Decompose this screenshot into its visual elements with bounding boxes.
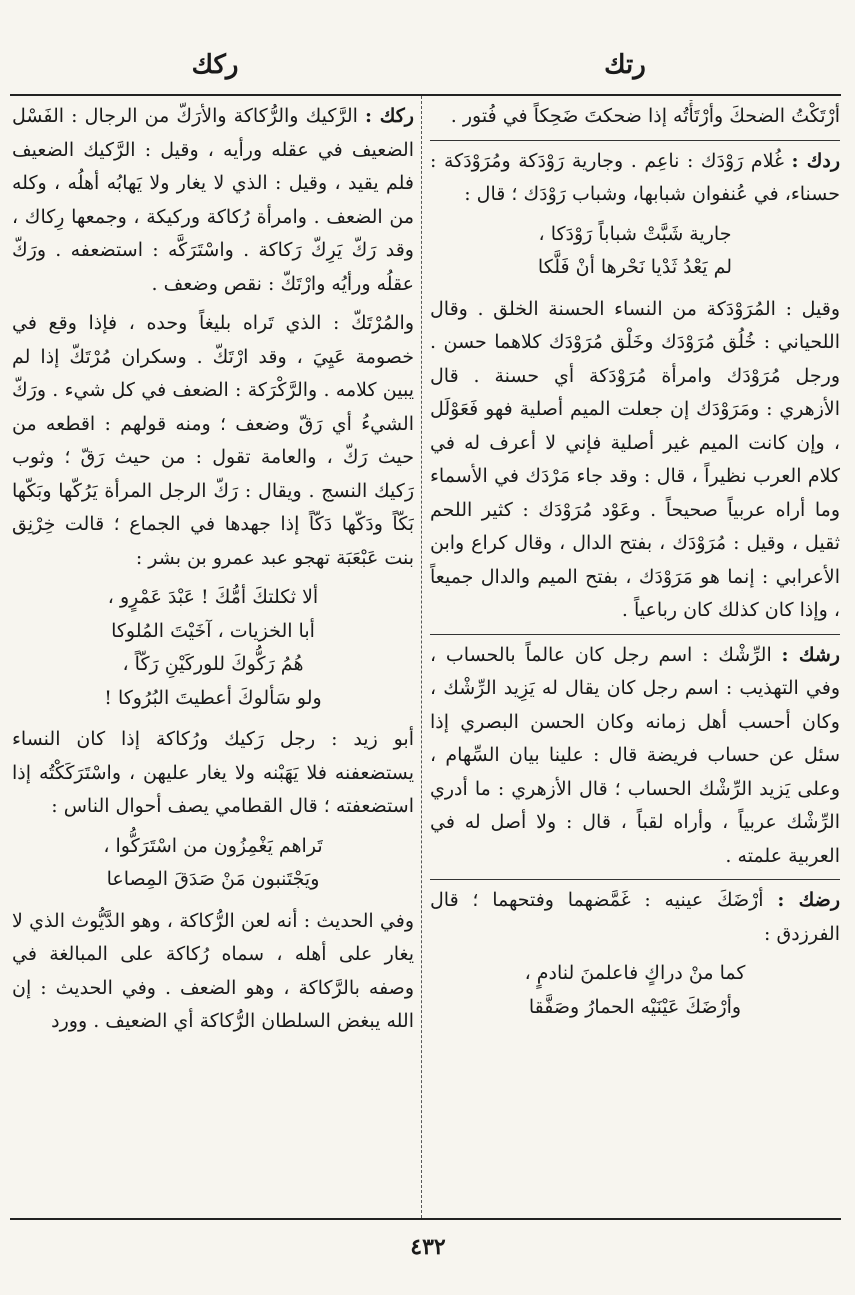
left-column	[12, 100, 414, 1212]
right-column	[430, 100, 840, 1212]
entry-text: غُلام رَوْدَك : ناعِم . وجارية رَوْدَكة ومُرَوْدَكة : حسناء، في عُنفوان شبابها، وشباب رَوْدَك ؛ قال :	[430, 149, 840, 205]
column-divider	[421, 96, 422, 1218]
entry-text: أبو زيد : رجل رَكيك ورُكاكة إذا كان النساء يستضعفنه فلا يَهَبْنه ولا يغار عليهن ، واسْتَرَكَكْتُه إذا استضعفته ؛ قال القطامي يصف أحوال الناس :	[12, 728, 414, 817]
verse-line: وأرْضَكَ عَيْنَيْه الحمارُ وصَفَّقا	[528, 995, 742, 1018]
entry-text: أرْتَكْتُ الضحكَ وأرْتَأْتُه إذا ضحكتَ ضَحِكاً في فُتور .	[450, 105, 840, 127]
poem-verse	[430, 218, 840, 285]
headword: رشك :	[781, 643, 840, 666]
entry-text: وفي الحديث : أنه لعن الرُّكاكة ، وهو الدَّيُّوث الذي لا يغار على أهله ، سماه رُكاكة على المبالغة في وصفه بالرَّكاكة ، وهو الضعف . وفي الحديث : إن الله يبغض السلطان الرُّكاكة أي الضعيف . وورد	[12, 909, 414, 1032]
verse-line: ويَجْتَنبون مَنْ صَدَقَ المِصاعا	[106, 868, 320, 890]
entry-paragraph	[430, 634, 840, 874]
entry-text: أرْضَكَ عينيه : غَمَّضهما وفتحهما ؛ قال الفرزدق :	[430, 889, 840, 945]
headword: ردك :	[791, 149, 840, 172]
poem-verse	[12, 830, 414, 897]
verse-line: كما منْ دراكٍ فاعلمنَ لنادمٍ ،	[524, 962, 746, 984]
verse-line: لم يَعْدُ ثَدْيا نَحْرها أنْ فَلَّكا	[537, 256, 733, 278]
paragraph	[430, 100, 840, 134]
entry-paragraph	[12, 100, 414, 301]
entry-text: والمُرْتَكّ : الذي تَراه بليغاً وحده ، فإذا وقع في خصومة عَيِيَ ، وقد ارْتَكّ . وسكران مُرْتَكّ إذا لم يبين كلامه . والرَّكْرَكة : الضعف في كل شيء . ورَكّ الشيءُ أي رَقّ وضعف ؛ ومنه قولهم : اقطعه من حيث رَكّ ، والعامة تقول : من حيث رَقّ ؛ وثوب رَكيك النسج . ويقال : رَكّ الرجل المرأة يَرُكّها وبَكّها بَكّاً ودَكّها دَكّاً إذا جهدها في الجماع ؛ قالت خِرْنِق بنت عَبْعَبَة تهجو عبد عمرو بن بشر :	[12, 312, 414, 569]
entry-text: وقيل : المُرَوْدَكة من النساء الحسنة الخلق . وقال اللحياني : خُلُق مُرَوْدَك وخَلْق مُرَوْدَك كلاهما حسن . ورجل مُرَوْدَك وامرأة مُرَوْدَكة أي حسنة . قال الأزهري : ومَرَوْدَك إن جعلت الميم أصلية فهو فَعَوْلَل ، وإن كانت الميم غير أصلية فإني لا أعرف له في كلام العرب نظيراً ، قال : وقد جاء مَرْدَك في الأسماء وما أراه عربياً صحيحاً . وعَوْد مُرَوْدَك : كثير اللحم ثقيل ، وقيل : مُرَوْدَك ، بفتح الدال ، وقال كراع وابن الأعرابي : إنما هو مَرَوْدَك ، بفتح الميم والدال جميعاً ، وإذا كان كذلك كان رباعياً .	[430, 297, 840, 621]
headword: رضك :	[777, 889, 840, 911]
bottom-rule	[10, 1218, 841, 1220]
entry-paragraph	[430, 140, 840, 212]
verse-line: جارية شَبَّتْ شباباً رَوْدَكا ،	[538, 222, 732, 245]
paragraph	[12, 723, 414, 824]
running-head-right: رتك	[604, 50, 646, 80]
verse-line: هُمُ رَكُّوكَ للوركَيْنِ رَكّاً ،	[122, 653, 304, 675]
poem-verse	[12, 581, 414, 715]
entry-text: الرِّشْك : اسم رجل كان عالماً بالحساب ، وفي التهذيب : اسم رجل كان يقال له يَزِيد الرِّشْك ، وكان أحسب أهل زمانه وكان الحسن البصري إذا سئل عن حساب فريضة قال : علينا بيان السِّهام ، وعلى يَزيد الرِّشْك الحساب ؛ قال الأزهري : ما أدري الرِّشْك عربياً ، وأراه لقباً ، قال : ولا أصل له في العربية علمته .	[430, 643, 840, 867]
verse-line: ألا ثكلتكَ أمُّكَ ! عَبْدَ عَمْرٍو ،	[107, 586, 319, 608]
headword: ركك :	[365, 105, 414, 127]
poem-verse	[430, 957, 840, 1024]
paragraph	[12, 905, 414, 1039]
verse-line: أبا الخزيات ، آخَيْتَ المُلوكا	[111, 619, 315, 642]
entry-text: الرَّكيك والرُّكاكة والأرَكّ من الرجال : الفَسْل الضعيف في عقله ورأيه ، وقيل : الرَّكيك الضعيف فلم يقيد ، وقيل : الذي لا يغار ولا يَهابُه أهلُه ، وكله من الضعف . وامرأة رُكاكة وركيكة ، وجمعها رِكاك ، وقد رَكّ يَرِكّ رَكاكة . واسْتَرَكَّه : استضعفه . ورَكّ عقلُه ورأيُه وارْتَكّ : نقص وضعف .	[12, 105, 414, 295]
verse-line: ولو سَألوكَ أعطيتَ البُرُوكا !	[104, 686, 322, 709]
paragraph	[12, 307, 414, 575]
paragraph	[430, 293, 840, 628]
running-head-left: ركك	[191, 50, 239, 80]
page-number: ٤٣٢	[410, 1234, 446, 1260]
entry-paragraph	[430, 879, 840, 951]
top-rule	[10, 94, 841, 96]
verse-line: تَراهم يَغْمِزُون من اسْتَرَكُّوا ،	[103, 834, 323, 857]
